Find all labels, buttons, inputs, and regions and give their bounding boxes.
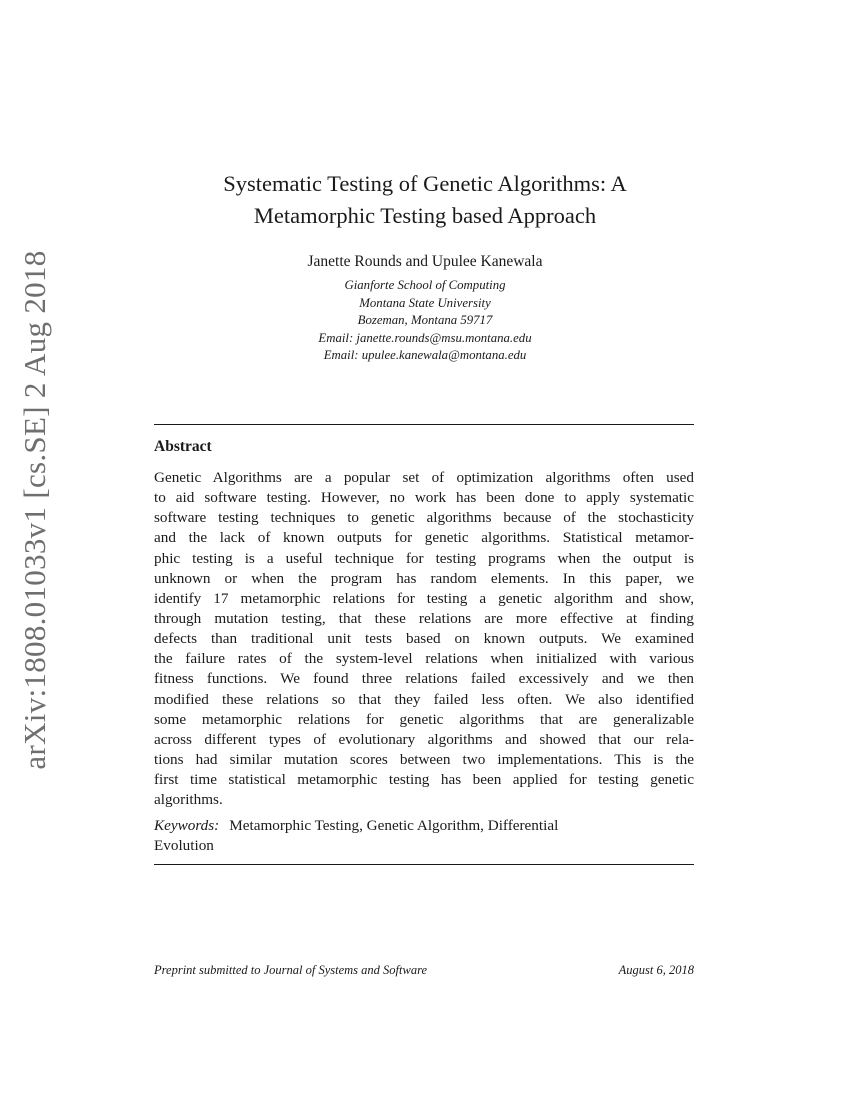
paper-title [150,168,700,232]
abstract-line: some metamorphic relations for genetic algorithms that are generalizable [154,710,694,728]
abstract-line: unknown or when the program has random elements. In this paper, we [154,569,694,587]
affiliation-city: Bozeman, Montana 59717 [357,313,493,327]
footer-preprint-note: Preprint submitted to Journal of Systems and Software [154,963,428,977]
footer-date: August 6, 2018 [618,963,694,977]
affiliation-email-1: Email: janette.rounds@msu.montana.edu [318,330,532,345]
abstract-line: algorithms. [154,791,223,809]
abstract-top-rule [154,424,694,425]
keywords-label: Keywords: [154,817,220,834]
abstract-heading: Abstract [154,438,212,455]
abstract-line: across different types of evolutionary algorithms and showed that our rela- [154,730,694,748]
abstract-line: the failure rates of the system-level relations when initialized with various [154,650,694,668]
keywords-line-1 [154,816,694,836]
affiliation-email-2: Email: upulee.kanewala@montana.edu [323,348,527,362]
abstract-line: first time statistical metamorphic testing has been applied for testing genetic [154,771,694,789]
abstract-line: phic testing is a useful technique for testing programs when the output is [154,549,694,567]
abstract-bottom-rule [154,864,694,865]
paper-title-line-1: Systematic Testing of Genetic Algorithms: A [223,171,627,196]
abstract-line: software testing techniques to genetic algorithms because of the stochasticity [154,509,694,527]
abstract-line: Genetic Algorithms are a popular set of optimization algorithms often used [154,469,694,486]
affiliation-block [150,277,700,365]
abstract-line: tions had similar mutation scores between two implementations. This is the [154,750,694,768]
abstract-line: through mutation testing, that these relations are more effective at finding [154,609,694,627]
abstract-line: to aid software testing. However, no work has been done to apply systematic [154,489,694,507]
abstract-line: fitness functions. We found three relations failed excessively and we then [154,670,694,688]
abstract-line: identify 17 metamorphic relations for testing a genetic algorithm and show, [154,589,694,607]
affiliation-university: Montana State University [359,295,491,310]
authors: Janette Rounds and Upulee Kanewala [307,253,543,270]
abstract-body [154,468,694,810]
abstract-line: and the lack of known outputs for genetic algorithms. Statistical metamor- [154,529,694,547]
paper-title-line-2: Metamorphic Testing based Approach [253,203,597,228]
keywords-block [154,816,694,856]
keywords-line-2: Evolution [154,837,214,854]
affiliation-school: Gianforte School of Computing [344,278,506,292]
keywords-list: Metamorphic Testing, Genetic Algorithm, Differential [229,817,559,834]
arxiv-identifier-text: arXiv:1808.01033v1 [cs.SE] 2 Aug 2018 [17,250,52,770]
abstract-line: modified these relations so that they failed less often. We also identified [154,690,694,708]
arxiv-identifier-stamp [10,250,60,770]
abstract-line: defects than traditional unit tests based on known outputs. We examined [154,630,694,648]
